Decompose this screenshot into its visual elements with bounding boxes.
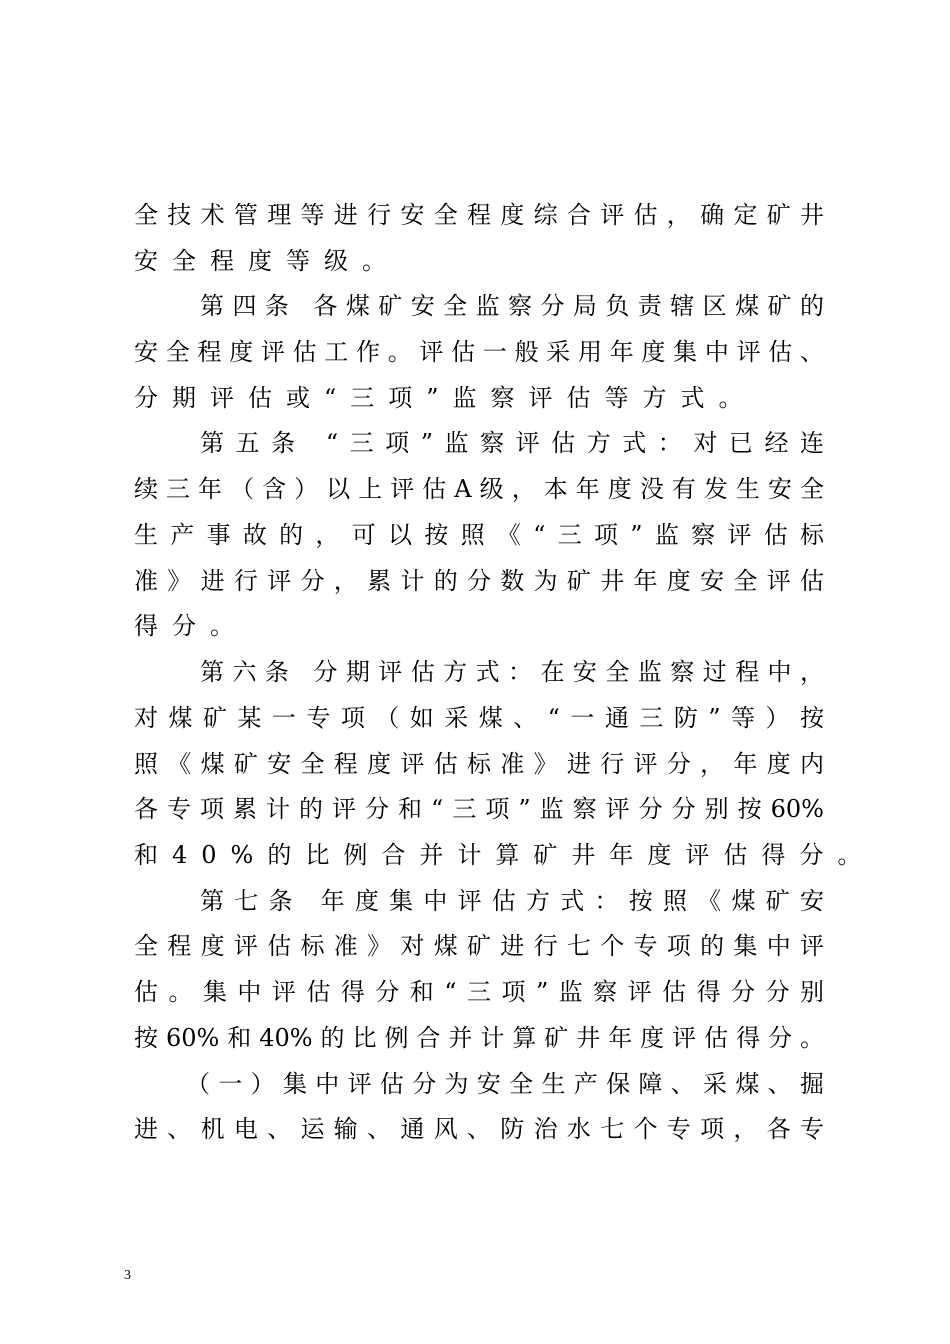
text-line: 分期评估或“三项”监察评估等方式。 xyxy=(134,384,757,412)
text-line: 进、机电、运输、通风、防治水七个专项，各专 xyxy=(134,1115,824,1143)
page-number: 3 xyxy=(124,1268,131,1283)
article-heading-line: 第六条 分期评估方式：在安全监察过程中， xyxy=(200,658,824,686)
text-line: 准》进行评分，累计的分数为矿井年度安全评估 xyxy=(134,567,824,595)
article-heading-line: 第四条 各煤矿安全监察分局负责辖区煤矿的 xyxy=(200,292,824,320)
article-heading-line: 第七条 年度集中评估方式：按照《煤矿安 xyxy=(200,887,824,915)
text-line: 全程度评估标准》对煤矿进行七个专项的集中评 xyxy=(134,932,824,960)
text-line: 按60%和40%的比例合并计算矿井年度评估得分。 xyxy=(134,1024,824,1052)
text-line: 安全程度等级。 xyxy=(134,247,400,275)
item-heading-line: （一）集中评估分为安全生产保障、采煤、掘 xyxy=(186,1070,824,1098)
text-line: 各专项累计的评分和“三项”监察评分分别按60% xyxy=(134,795,824,823)
text-line: 续三年（含）以上评估A级，本年度没有发生安全 xyxy=(134,475,824,503)
text-line: 和40%的比例合并计算矿井年度评估得分。 xyxy=(134,841,876,869)
text-line: 照《煤矿安全程度评估标准》进行评分，年度内 xyxy=(134,750,824,778)
text-line: 安全程度评估工作。评估一般采用年度集中评估、 xyxy=(134,338,824,366)
text-line: 生产事故的，可以按照《“三项”监察评估标 xyxy=(134,521,824,549)
text-line: 全技术管理等进行安全程度综合评估，确定矿井 xyxy=(134,201,824,229)
article-heading-line: 第五条 “三项”监察评估方式：对已经连 xyxy=(200,429,824,457)
text-line: 得分。 xyxy=(134,612,248,640)
text-line: 估。集中评估得分和“三项”监察评估得分分别 xyxy=(134,978,824,1006)
text-line: 对煤矿某一专项（如采煤、“一通三防”等）按 xyxy=(134,704,824,732)
